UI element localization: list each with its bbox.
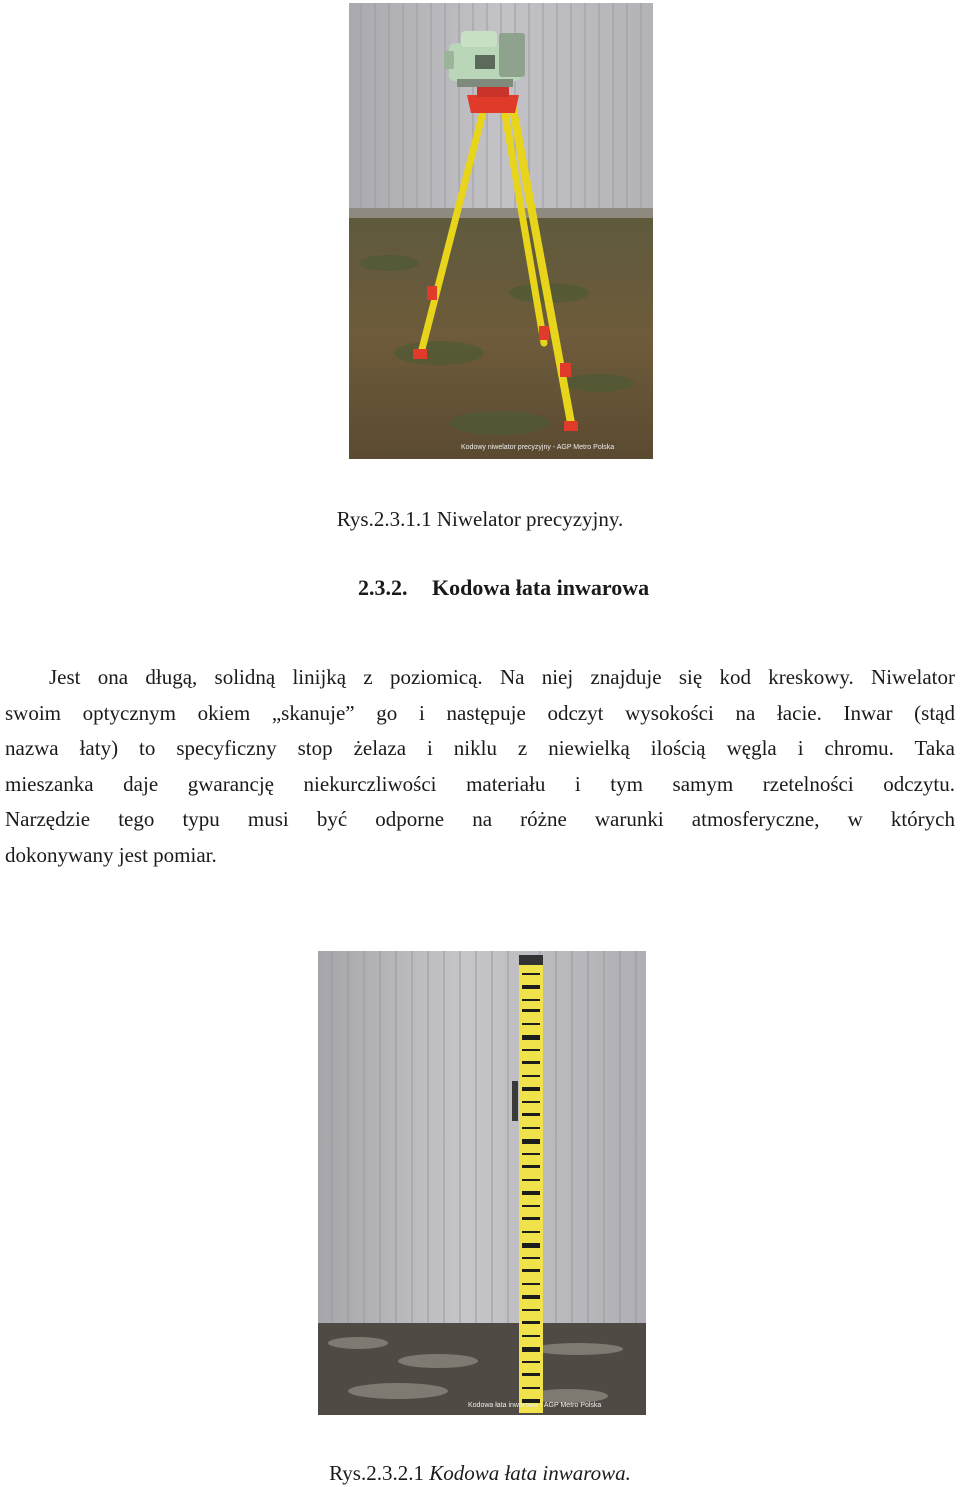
invar-staff-photo	[318, 951, 646, 1415]
paragraph-line: swoim optycznym okiem „skanuje” go i następuje odczyt wysokości na łacie. Inwar (stąd	[5, 700, 955, 725]
paragraph-line: mieszanka daje gwarancję niekurczliwości materiału i tym samym rzetelności odczytu.	[5, 771, 955, 796]
figure2-caption-number: Rys.2.3.2.1	[329, 1461, 424, 1485]
figure1-watermark: Kodowy niwelator precyzyjny - AGP Metro Polska	[461, 444, 615, 451]
figure2-watermark: Kodowa łata inwarowa - AGP Metro Polska	[468, 1402, 602, 1409]
figure2-caption	[0, 1461, 960, 1485]
paragraph-line: Narzędzie tego typu musi być odporne na różne warunki atmosferyczne, w których	[5, 807, 955, 832]
figure1-caption: Rys.2.3.1.1 Niwelator precyzyjny.	[336, 507, 624, 531]
section-heading	[358, 575, 649, 601]
paragraph-line: nazwa łaty) to specyficzny stop żelaza i niklu z niewielką ilością węgla i chromu. Taka	[5, 736, 955, 761]
paragraph-line: Jest ona długą, solidną linijką z poziomicą. Na niej znajduje się kod kreskowy. Niwelator	[49, 665, 955, 689]
section-number: 2.3.2.	[358, 575, 408, 600]
section-title: Kodowa łata inwarowa	[432, 575, 650, 600]
paragraph-line: dokonywany jest pomiar.	[5, 842, 217, 867]
level-instrument-photo	[349, 3, 653, 459]
body-paragraph	[5, 660, 955, 874]
figure2-caption-title: Kodowa łata inwarowa.	[429, 1461, 631, 1485]
